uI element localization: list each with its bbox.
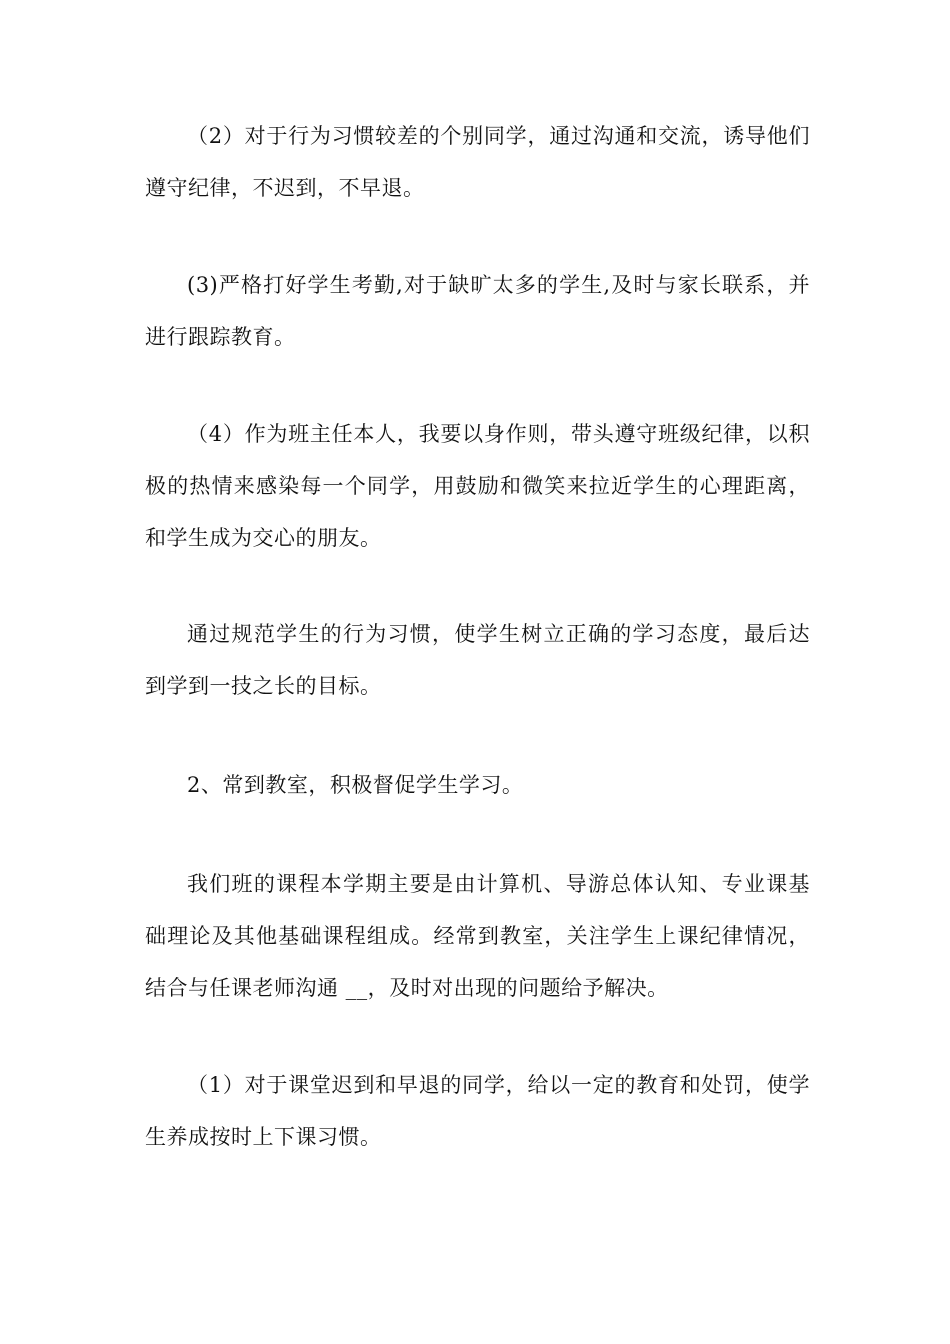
paragraph-behavior-guidance: （2）对于行为习惯较差的个别同学，通过沟通和交流，诱导他们遵守纪律，不迟到，不早退。 <box>145 124 810 200</box>
paragraph-courses: 我们班的课程本学期主要是由计算机、导游总体认知、专业课基础理论及其他基础课程组成。经常到教室，关注学生上课纪律情况，结合与任课老师沟通 __，及时对出现的问题给予解决。 <box>145 872 810 1000</box>
paragraph-lateness: （1）对于课堂迟到和早退的同学，给以一定的教育和处罚，使学生养成按时上下课习惯。 <box>145 1073 810 1149</box>
paragraph-teacher-example: （4）作为班主任本人，我要以身作则，带头遵守班级纪律，以积极的热情来感染每一个同学，用鼓励和微笑来拉近学生的心理距离，和学生成为交心的朋友。 <box>145 422 810 550</box>
section-heading-classroom: 2、常到教室，积极督促学生学习。 <box>187 773 524 797</box>
paragraph-goal: 通过规范学生的行为习惯，使学生树立正确的学习态度，最后达到学到一技之长的目标。 <box>145 622 810 698</box>
paragraph-attendance: (3)严格打好学生考勤,对于缺旷太多的学生,及时与家长联系，并进行跟踪教育。 <box>145 273 810 349</box>
